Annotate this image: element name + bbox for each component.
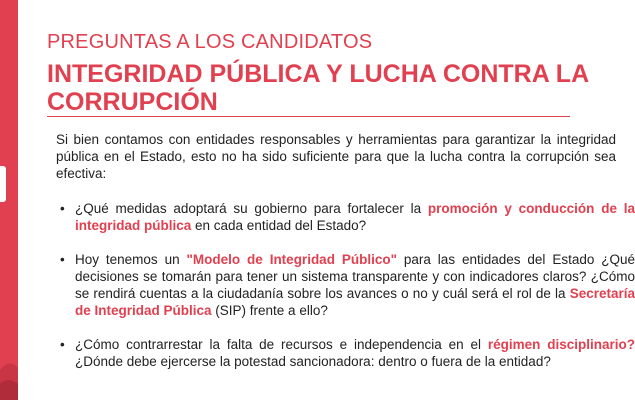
question-text: (SIP) frente a ello? xyxy=(211,303,328,318)
question-list xyxy=(56,200,635,370)
question-highlight: Secretaría de Integridad Pública xyxy=(75,286,635,318)
intro-paragraph: Si bien contamos con entidades responsables y herramientas para garantizar la integridad pública en el Estado, esto no ha sido suficiente para que la lucha contra la corrupción sea efectiva: xyxy=(56,132,616,181)
question-text: ¿Dónde debe ejercerse la potestad sancionadora: dentro o fuera de la entidad? xyxy=(75,354,551,369)
question-item-1 xyxy=(56,200,635,234)
question-text: Hoy tenemos un xyxy=(75,252,187,267)
question-item-2 xyxy=(56,251,635,319)
question-highlight: promoción y conducción de la integridad pública xyxy=(75,201,635,233)
decorative-side-graphic xyxy=(0,340,18,400)
question-text: ¿Cómo contrarrestar la falta de recursos e independencia en el xyxy=(75,337,488,352)
question-item-3 xyxy=(56,336,635,370)
question-text: en cada entidad del Estado? xyxy=(191,218,367,233)
bullet-icon: • xyxy=(60,252,65,267)
content-body xyxy=(56,131,635,400)
section-subtitle: PREGUNTAS A LOS CANDIDATOS xyxy=(47,31,373,53)
page-title: INTEGRIDAD PÚBLICA Y LUCHA CONTRA LA CORRUPCIÓN xyxy=(47,60,589,116)
question-highlight: "Modelo de Integridad Público" xyxy=(186,252,397,267)
bullet-icon: • xyxy=(60,201,65,216)
question-highlight: régimen disciplinario? xyxy=(487,337,635,352)
title-divider xyxy=(47,116,570,117)
bullet-icon: • xyxy=(60,337,65,352)
question-text: para las entidades del Estado ¿Qué decisiones se tomarán para tener un sistema transparente y con indicadores claros? ¿Cómo se rendirá cuentas a la ciudadanía sobre los avances o no y cuál será el rol de la xyxy=(75,252,635,301)
question-text: ¿Qué medidas adoptará su gobierno para fortalecer la xyxy=(75,201,428,216)
side-tab-marker xyxy=(0,166,6,202)
